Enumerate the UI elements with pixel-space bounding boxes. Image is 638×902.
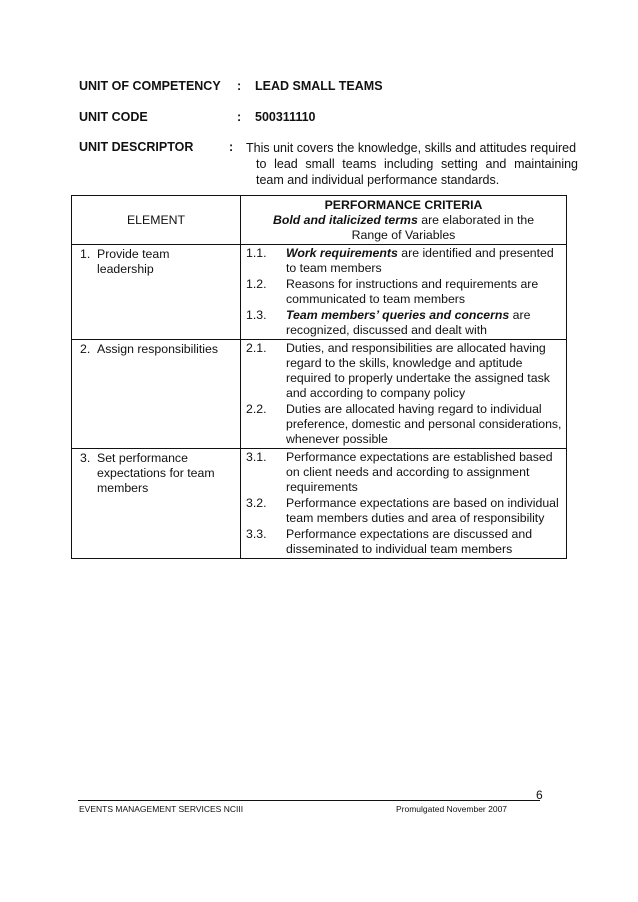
pc-header-subtitle-rest: are elaborated in the	[417, 213, 535, 227]
criteria-number: 3.1.	[246, 450, 267, 464]
criteria-number: 1.3.	[246, 308, 267, 322]
pc-header-title: PERFORMANCE CRITERIA	[324, 198, 483, 212]
pc-header-subtitle	[245, 213, 562, 228]
unit-descriptor-line1: This unit covers the knowledge, skills and attitudes required	[246, 141, 577, 155]
element-cell	[72, 340, 241, 449]
criteria-text: are identified and presented to team members	[286, 246, 554, 275]
element-text: Assign responsibilities	[97, 342, 218, 356]
element-number: 3.	[80, 451, 91, 465]
criteria-cell	[241, 245, 567, 340]
element-text: Provide team leadership	[97, 247, 170, 276]
criteria-text: Performance expectations are based on individual team members duties and area of responsibility	[286, 496, 559, 525]
element-column-header: ELEMENT	[72, 196, 241, 245]
table-row	[72, 245, 567, 340]
unit-of-competency-label: UNIT OF COMPETENCY	[79, 79, 221, 93]
unit-of-competency-value: LEAD SMALL TEAMS	[255, 79, 383, 93]
criteria-item	[246, 277, 562, 307]
criteria-item	[246, 527, 562, 557]
criteria-bold-term: Work requirements	[286, 246, 398, 260]
performance-criteria-table	[71, 195, 567, 559]
criteria-text: Reasons for instructions and requirements are communicated to team members	[286, 277, 539, 306]
criteria-item	[246, 341, 562, 401]
element-cell	[72, 449, 241, 559]
unit-descriptor-colon: :	[229, 140, 234, 154]
footer-promulgated: Promulgated November 2007	[396, 804, 508, 814]
unit-code-label: UNIT CODE	[79, 110, 148, 124]
criteria-text: Duties are allocated having regard to individual preference, domestic and personal considerations, whenever possible	[286, 402, 562, 446]
unit-of-competency-colon: :	[237, 79, 242, 93]
criteria-item	[246, 308, 562, 338]
performance-criteria-column-header	[241, 196, 567, 245]
criteria-bold-term: Team members’ queries and concerns	[286, 308, 510, 322]
criteria-number: 3.2.	[246, 496, 267, 510]
element-number: 2.	[80, 342, 91, 356]
table-row	[72, 340, 567, 449]
criteria-number: 2.2.	[246, 402, 267, 416]
unit-descriptor-label: UNIT DESCRIPTOR	[79, 140, 194, 154]
pc-header-emphasis: Bold and italicized terms	[272, 213, 418, 227]
footer-divider	[78, 800, 540, 801]
element-number: 1.	[80, 247, 91, 261]
criteria-cell	[241, 340, 567, 449]
criteria-number: 1.2.	[246, 277, 267, 291]
criteria-text: Duties, and responsibilities are allocated having regard to the skills, knowledge and aptitude required to properly undertake the assigned task and according to company policy	[286, 341, 550, 400]
criteria-text: are recognized, discussed and dealt with	[286, 308, 531, 337]
footer-qualification: EVENTS MANAGEMENT SERVICES NCIII	[79, 804, 244, 814]
criteria-item	[246, 246, 562, 276]
criteria-item	[246, 450, 562, 495]
page-number: 6	[536, 788, 543, 802]
criteria-item	[246, 496, 562, 526]
unit-code-colon: :	[237, 110, 242, 124]
unit-code-value: 500311110	[255, 110, 316, 124]
unit-descriptor-text	[246, 140, 578, 188]
element-cell	[72, 245, 241, 340]
pc-header-subtitle-line2: Range of Variables	[351, 228, 456, 242]
criteria-text: Performance expectations are established based on client needs and according to assignment requirements	[286, 450, 553, 494]
criteria-item	[246, 402, 562, 447]
criteria-number: 1.1.	[246, 246, 267, 260]
criteria-cell	[241, 449, 567, 559]
table-row	[72, 449, 567, 559]
unit-descriptor-line2: to lead small teams including setting and maintaining team and individual performance standards.	[256, 157, 578, 187]
criteria-text: Performance expectations are discussed and disseminated to individual team members	[286, 527, 533, 556]
criteria-number: 3.3.	[246, 527, 267, 541]
table-header-row	[72, 196, 567, 245]
criteria-number: 2.1.	[246, 341, 267, 355]
element-text: Set performance expectations for team members	[97, 451, 215, 495]
